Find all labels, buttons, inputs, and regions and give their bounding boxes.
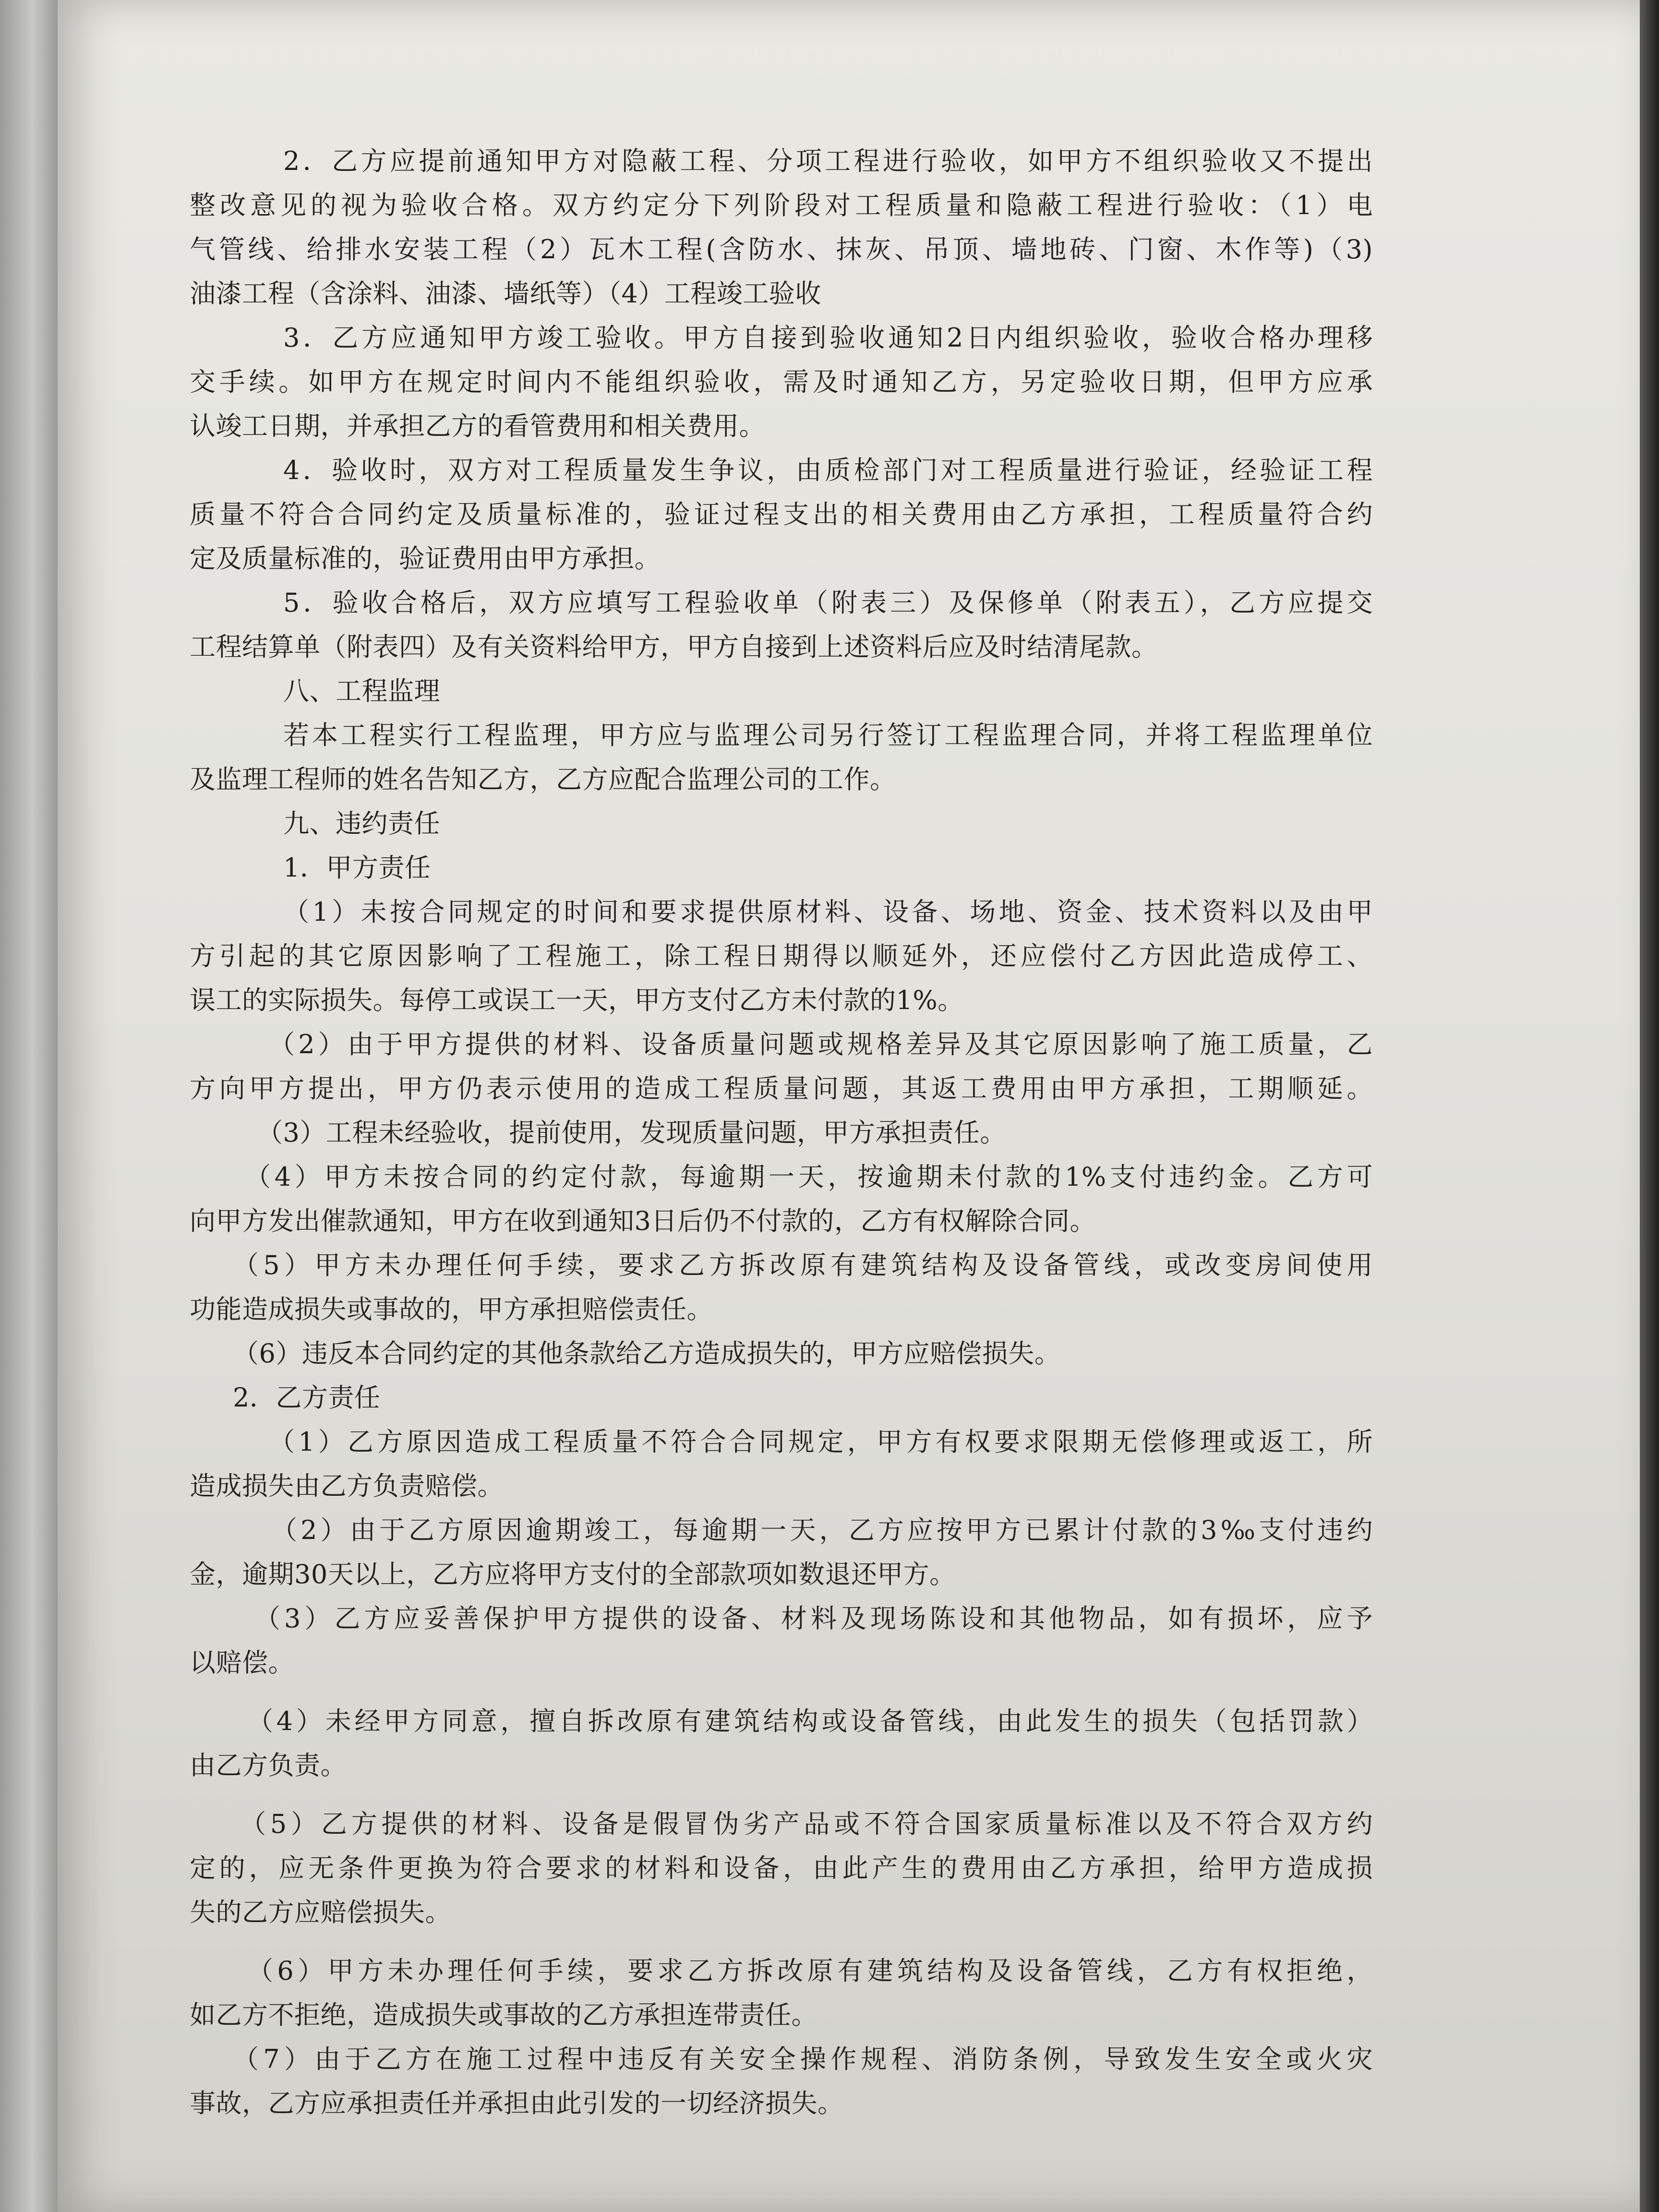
section-8-heading: 八、工程监理 bbox=[283, 676, 440, 706]
clause-3-line-3: 认竣工日期，并承担乙方的看管费用和相关费用。 bbox=[190, 411, 765, 441]
party-b-item-5-line-3: 失的乙方应赔偿损失。 bbox=[190, 1897, 451, 1927]
clause-2-line-4: 油漆工程（含涂料、油漆、墙纸等）（4）工程竣工验收 bbox=[190, 278, 821, 309]
clause-4-line-3: 定及质量标准的，验证费用由甲方承担。 bbox=[190, 543, 661, 574]
party-b-item-5-line-2: 定的，应无条件更换为符合要求的材料和设备，由此产生的费用由乙方承担，给甲方造成损 bbox=[190, 1853, 1373, 1883]
clause-2-line-3: 气管线、给排水安装工程（2）瓦木工程(含防水、抹灰、吊顶、墙地砖、门窗、木作等)（3) bbox=[190, 234, 1373, 264]
section-8-line-1: 若本工程实行工程监理，甲方应与监理公司另行签订工程监理合同，并将工程监理单位 bbox=[283, 720, 1373, 750]
party-b-item-2-line-2: 金，逾期30天以上，乙方应将甲方支付的全部款项如数退还甲方。 bbox=[190, 1559, 956, 1589]
clause-2-line-1: 2．乙方应提前通知甲方对隐蔽工程、分项工程进行验收，如甲方不组织验收又不提出 bbox=[283, 146, 1373, 176]
clause-4-line-2: 质量不符合合同约定及质量标准的，验证过程支出的相关费用由乙方承担，工程质量符合约 bbox=[190, 499, 1373, 529]
party-a-item-6: （6）违反本合同约定的其他条款给乙方造成损失的，甲方应赔偿损失。 bbox=[233, 1338, 1061, 1369]
section-8-line-2: 及监理工程师的姓名告知乙方，乙方应配合监理公司的工作。 bbox=[190, 764, 896, 794]
clause-4-line-1: 4．验收时，双方对工程质量发生争议，由质检部门对工程质量进行验证，经验证工程 bbox=[283, 455, 1373, 485]
party-a-item-4-line-2: 向甲方发出催款通知，甲方在收到通知3日后仍不付款的，乙方有权解除合同。 bbox=[190, 1206, 1096, 1236]
clause-5-line-2: 工程结算单（附表四）及有关资料给甲方，甲方自接到上述资料后应及时结清尾款。 bbox=[190, 632, 1158, 662]
party-a-heading: 1．甲方责任 bbox=[283, 853, 431, 883]
clause-3-line-2: 交手续。如甲方在规定时间内不能组织验收，需及时通知乙方，另定验收日期，但甲方应承 bbox=[190, 367, 1373, 397]
party-a-item-5-line-2: 功能造成损失或事故的，甲方承担赔偿责任。 bbox=[190, 1294, 713, 1324]
party-b-item-2-line-1: （2）由于乙方原因逾期竣工，每逾期一天，乙方应按甲方已累计付款的3‰支付违约 bbox=[271, 1515, 1373, 1545]
party-b-item-3-line-2: 以赔偿。 bbox=[190, 1647, 294, 1678]
table-shadow bbox=[1640, 0, 1659, 2212]
party-b-heading: 2．乙方责任 bbox=[233, 1382, 381, 1413]
clause-2-line-2: 整改意见的视为验收合格。双方约定分下列阶段对工程质量和隐蔽工程进行验收：（1）电 bbox=[190, 190, 1373, 220]
section-9-heading: 九、违约责任 bbox=[283, 808, 440, 839]
party-a-item-4-line-1: （4）甲方未按合同的约定付款，每逾期一天，按逾期未付款的1%支付违约金。乙方可 bbox=[245, 1162, 1373, 1192]
party-b-item-4-line-1: （4）未经甲方同意，擅自拆改原有建筑结构或设备管线，由此发生的损失（包括罚款） bbox=[247, 1706, 1373, 1736]
party-b-item-4-line-2: 由乙方负责。 bbox=[190, 1750, 347, 1780]
party-b-item-7-line-2: 事故，乙方应承担责任并承担由此引发的一切经济损失。 bbox=[190, 2088, 844, 2118]
party-b-item-3-line-1: （3）乙方应妥善保护甲方提供的设备、材料及现场陈设和其他物品，如有损坏，应予 bbox=[254, 1603, 1373, 1634]
party-b-item-6-line-2: 如乙方不拒绝，造成损失或事故的乙方承担连带责任。 bbox=[190, 2000, 817, 2030]
party-a-item-2-line-2: 方向甲方提出，甲方仍表示使用的造成工程质量问题，其返工费用由甲方承担，工期顺延。 bbox=[190, 1073, 1373, 1104]
party-b-item-1-line-2: 造成损失由乙方负责赔偿。 bbox=[190, 1471, 504, 1501]
clause-3-line-1: 3．乙方应通知甲方竣工验收。甲方自接到验收通知2日内组织验收，验收合格办理移 bbox=[283, 323, 1373, 353]
party-b-item-1-line-1: （1）乙方原因造成工程质量不符合合同规定，甲方有权要求限期无偿修理或返工，所 bbox=[269, 1427, 1373, 1457]
contract-text bbox=[190, 139, 1373, 2126]
clause-5-line-1: 5．验收合格后，双方应填写工程验收单（附表三）及保修单（附表五），乙方应提交 bbox=[283, 588, 1373, 618]
party-a-item-1-line-1: （1）未按合同规定的时间和要求提供原材料、设备、场地、资金、技术资料以及由甲 bbox=[283, 897, 1373, 927]
party-a-item-3: （3）工程未经验收，提前使用，发现质量问题，甲方承担责任。 bbox=[257, 1118, 1006, 1148]
party-a-item-1-line-3: 误工的实际损失。每停工或误工一天，甲方支付乙方未付款的1%。 bbox=[190, 985, 964, 1015]
party-a-item-1-line-2: 方引起的其它原因影响了工程施工，除工程日期得以顺延外，还应偿付乙方因此造成停工、 bbox=[190, 941, 1373, 971]
party-a-item-2-line-1: （2）由于甲方提供的材料、设备质量问题或规格差异及其它原因影响了施工质量，乙 bbox=[269, 1029, 1373, 1059]
party-b-item-6-line-1: （6）甲方未办理任何手续，要求乙方拆改原有建筑结构及设备管线，乙方有权拒绝， bbox=[247, 1956, 1373, 1986]
party-b-item-7-line-1: （7）由于乙方在施工过程中违反有关安全操作规程、消防条例，导致发生安全或火灾 bbox=[233, 2044, 1373, 2074]
party-b-item-5-line-1: （5）乙方提供的材料、设备是假冒伪劣产品或不符合国家质量标准以及不符合双方约 bbox=[240, 1809, 1373, 1839]
party-a-item-5-line-1: （5）甲方未办理任何手续，要求乙方拆改原有建筑结构及设备管线，或改变房间使用 bbox=[233, 1250, 1373, 1280]
